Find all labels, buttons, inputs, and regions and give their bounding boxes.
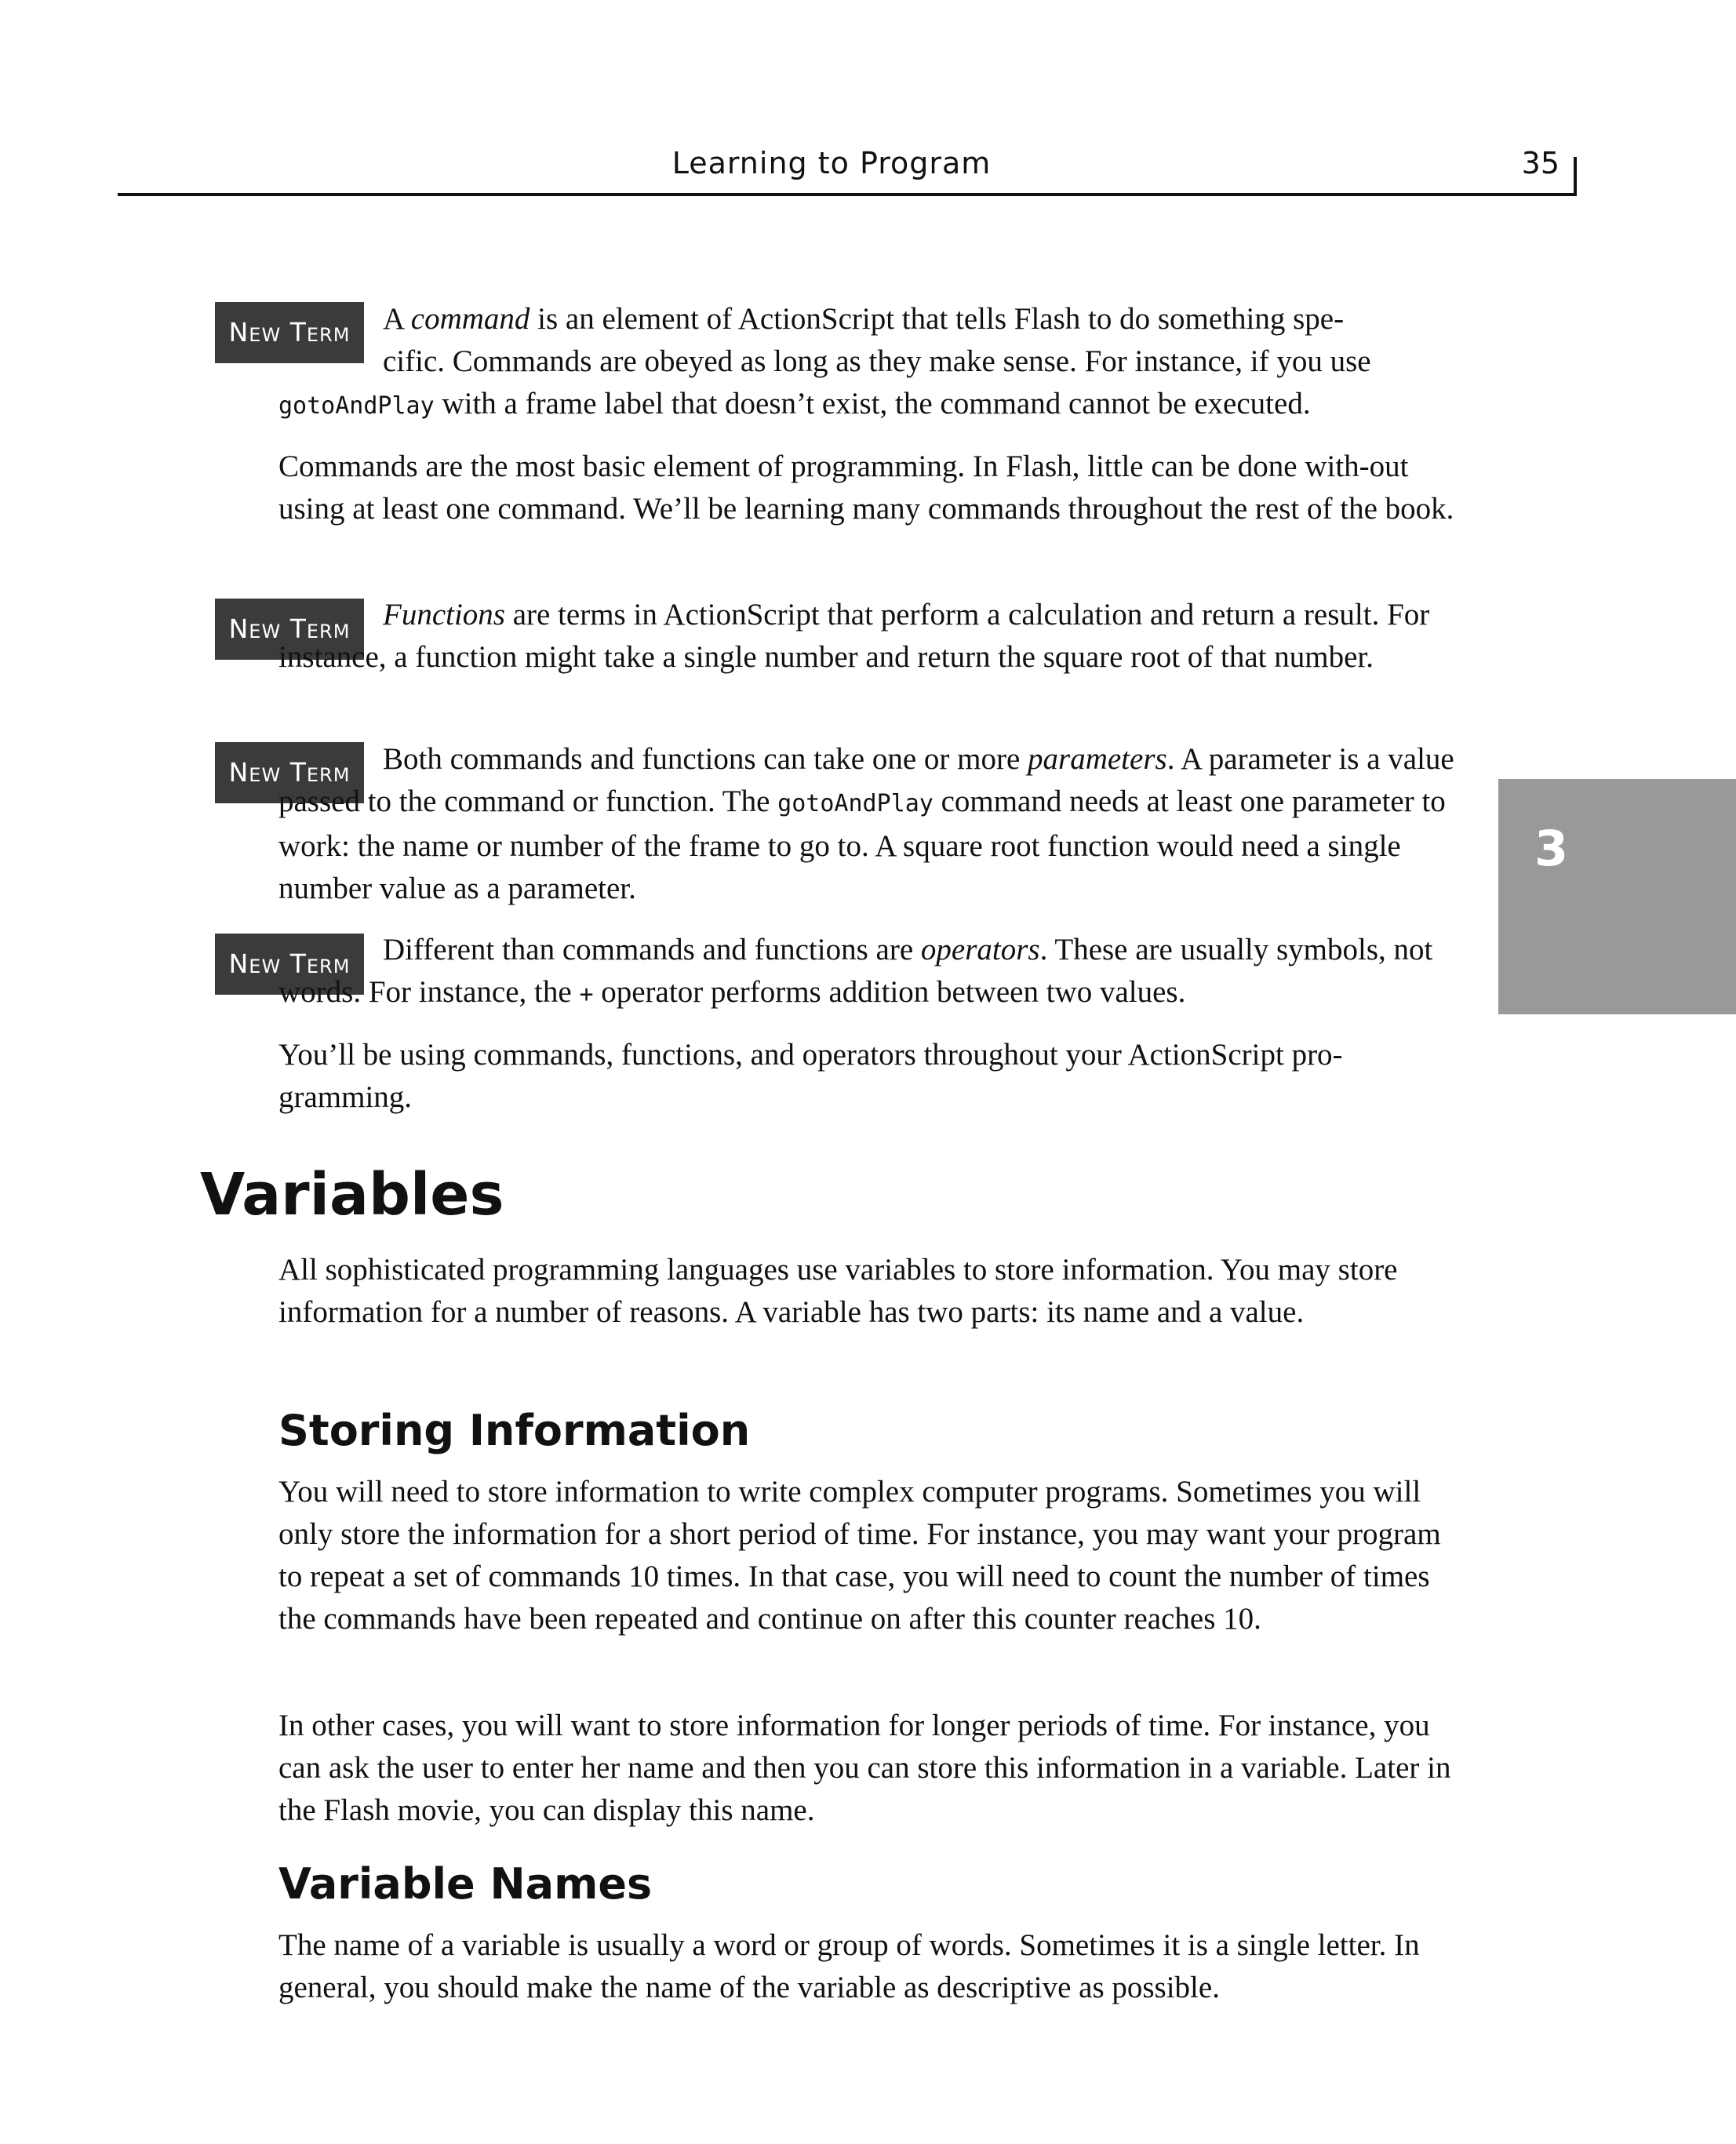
badge-letter: T [289,948,307,979]
badge-small-caps: EW [249,764,282,786]
text-run: with a frame label that doesn’t exist, the command cannot be executed. [434,387,1311,420]
badge-letter: T [289,317,307,348]
page-number: 35 [1521,146,1559,180]
text-run: . These are usually symbols, not words. For instance, the [278,933,1433,1009]
badge-letter: N [228,317,249,348]
paragraph-storing-1: You will need to store information to write complex computer programs. Sometimes you will only store the information for a short period of time. For instance, you may want your program to repeat a set of commands 10 times. In that case, you will need to count the number of times the commands have been repeated and continue on after this counter reaches 10. [278,1475,1441,1636]
badge-small-caps: ERM [306,621,351,642]
badge-letter: N [228,757,249,788]
text-run: is an element of ActionScript that tells Flash to do something spe- [530,302,1345,336]
badge-small-caps: ERM [306,956,351,977]
badge-small-caps: EW [249,324,282,346]
code-plus-operator: + [579,981,594,1008]
badge-small-caps: ERM [306,764,351,786]
paragraph-names-1: The name of a variable is usually a word or group of words. Sometimes it is a single letter. In general, you should make the name of the variable as descriptive as possible. [278,1928,1420,2004]
badge-small-caps: EW [249,956,282,977]
text-run: A [383,302,411,336]
term-definition-command [278,298,1463,428]
term-operators: operators [920,933,1040,966]
text-run: are terms in ActionScript that perform a calculation and return a result. For instance, a function might take a single number and return the square root of that number. [278,598,1430,674]
badge-small-caps: EW [249,621,282,642]
paragraph-commands-basic: Commands are the most basic element of programming. In Flash, little can be done with-out using at least one command. We’ll be learning many commands throughout the rest of the book. [278,450,1454,526]
chapter-number: 3 [1534,820,1569,877]
paragraph-using-all: You’ll be using commands, functions, and operators throughout your ActionScript pro-gramming. [278,1038,1343,1114]
text-run: Both commands and functions can take one or more [383,742,1028,776]
text-run: Different than commands and functions are [383,933,921,966]
page-number-rule [1574,157,1577,196]
badge-letter: N [228,613,249,644]
badge-letter: T [289,757,307,788]
text-run: operator performs addition between two values. [593,975,1186,1009]
term-command: command [410,302,530,336]
subsection-heading-variable-names: Variable Names [278,1859,653,1909]
term-parameters: parameters [1028,742,1167,776]
chapter-thumb-tab [1498,779,1736,1014]
paragraph-storing-2: In other cases, you will want to store information for longer periods of time. For instance, you can ask the user to enter her name and then you can store this information in a variable. Later in the Flash movie, you can display this name. [278,1709,1451,1827]
term-definition-functions [278,594,1459,679]
term-functions: Functions [383,598,505,632]
text-run: . A parameter is a value passed to the command or function. The [278,742,1454,818]
section-heading-variables: Variables [200,1161,504,1229]
badge-letter: N [228,948,249,979]
text-run: cific. Commands are obeyed as long as they make sense. For instance, if you use [383,344,1371,378]
text-run: command needs at least one parameter to work: the name or number of the frame to go to. A square root function would need a single number value as a parameter. [278,784,1446,905]
badge-letter: T [289,613,307,644]
subsection-heading-storing-information: Storing Information [278,1406,751,1455]
paragraph-variables-intro: All sophisticated programming languages use variables to store information. You may store information for a number of reasons. A variable has two parts: its name and a value. [278,1253,1398,1329]
running-head [118,140,1577,196]
badge-small-caps: ERM [306,324,351,346]
running-title: Learning to Program [671,146,992,180]
term-definition-operators [278,929,1463,1016]
code-gotoandplay: gotoAndPlay [777,790,934,817]
term-definition-parameters [278,738,1463,910]
code-gotoandplay: gotoAndPlay [278,392,435,420]
